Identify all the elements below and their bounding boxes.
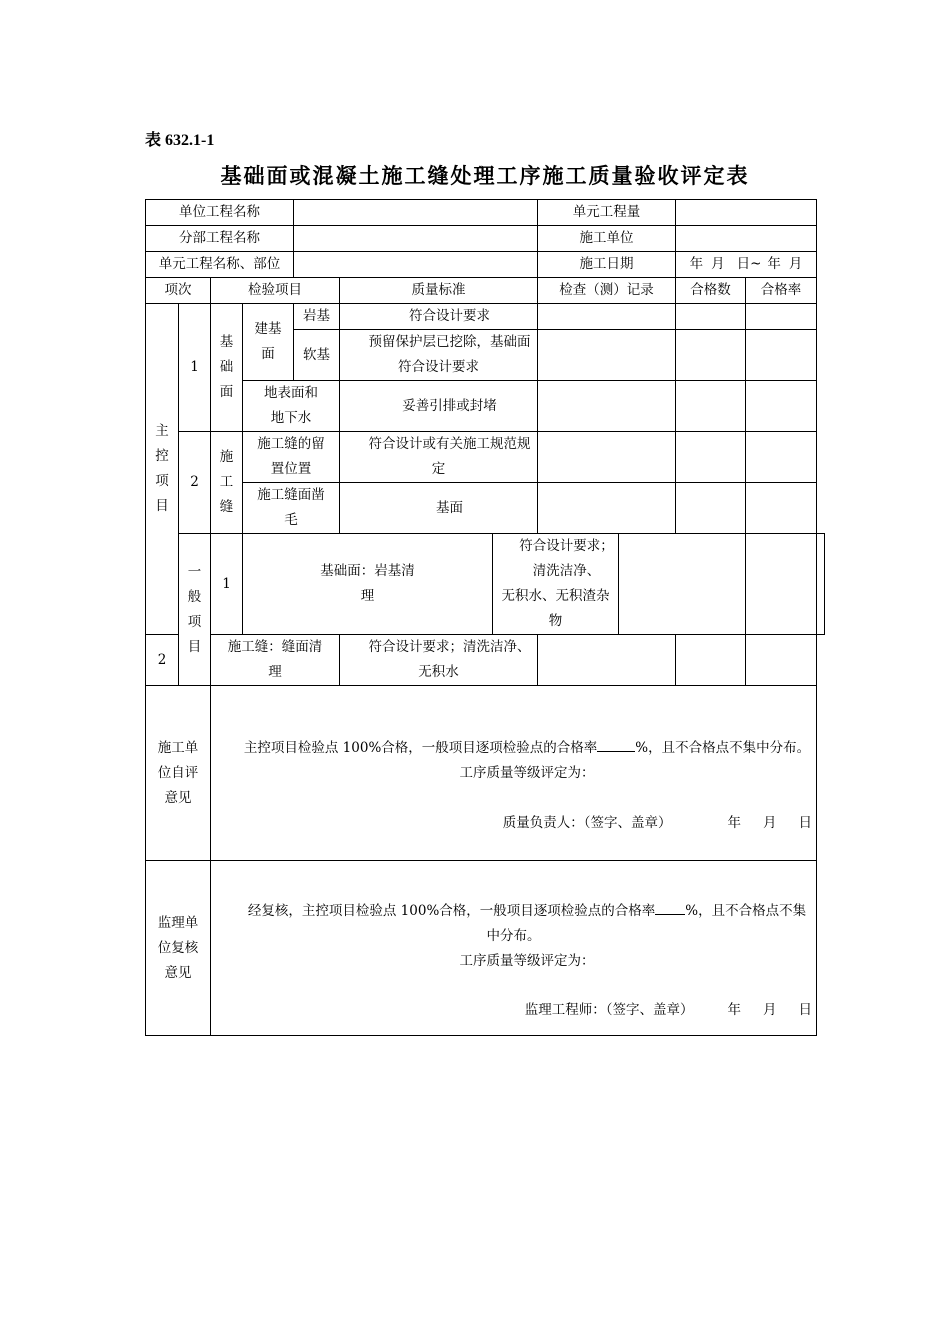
joint-roughen-standard: 基面 (340, 483, 538, 534)
acceptance-form-table (145, 199, 825, 1036)
rock-foundation-label: 岩基 (294, 304, 340, 330)
col-pass-rate: 合格率 (746, 278, 817, 304)
table-row (146, 483, 825, 534)
supervisor-opinion-text: 经复核，主控项目检验点 100%合格，一般项目逐项检验点的合格率 %，且不合格点不集中分布。 (247, 902, 807, 944)
general-items-label: 一 般 项 目 (179, 534, 211, 686)
main-row2-no: 2 (179, 432, 211, 534)
pass-count-cell[interactable] (676, 381, 746, 432)
construction-joint-group: 施 工 缝 (211, 432, 243, 534)
record-cell[interactable] (538, 432, 676, 483)
rock-foundation-standard: 符合设计要求 (340, 304, 538, 330)
header-row-3 (146, 252, 825, 278)
col-quality-standard: 质量标准 (340, 278, 538, 304)
pass-rate-cell[interactable] (746, 483, 817, 534)
table-row (146, 534, 825, 635)
col-inspection-item: 检验项目 (211, 278, 340, 304)
pass-count-cell[interactable] (676, 432, 746, 483)
table-row (146, 304, 825, 330)
unit-work-name-label: 单元工程名称、部位 (146, 252, 294, 278)
general-row1-item: 基础面：岩基清 理 (243, 534, 493, 635)
contractor-opinion-label: 施工单 位自评 意见 (146, 686, 211, 861)
pass-rate-cell[interactable] (817, 534, 825, 635)
contractor-opinion-text: 主控项目检验点 100%合格，一般项目逐项检验点的合格率 %，且不合格点不集中分布。 (243, 739, 811, 756)
surface-groundwater-standard: 妥善引排或封堵 (340, 381, 538, 432)
record-cell[interactable] (538, 483, 676, 534)
foundation-surface-group: 基 础 面 (211, 304, 243, 432)
table-row (146, 432, 825, 483)
contractor-signature-line: 质量负责人：（签字、盖章） 年 月 日 (502, 814, 812, 831)
pass-rate-cell[interactable] (746, 432, 817, 483)
general-row2-standard: 符合设计要求；清洗洁净、 无积水 (340, 635, 538, 686)
construction-date-value[interactable]: 年 月 日~ 年 月 (676, 252, 817, 278)
joint-position-label: 施工缝的留 置位置 (243, 432, 340, 483)
unit-work-quantity-value[interactable] (676, 200, 817, 226)
sub-project-name-label: 分部工程名称 (146, 226, 294, 252)
record-cell[interactable] (538, 381, 676, 432)
unit-work-name-value[interactable] (294, 252, 538, 278)
supervisor-opinion-content[interactable] (211, 861, 817, 1036)
record-cell[interactable] (538, 635, 676, 686)
sub-project-name-value[interactable] (294, 226, 538, 252)
col-pass-count: 合格数 (676, 278, 746, 304)
pass-count-cell[interactable] (746, 534, 817, 635)
soft-foundation-label: 软基 (294, 330, 340, 381)
record-cell[interactable] (538, 304, 676, 330)
contractor-opinion-row (146, 686, 825, 861)
building-foundation-group: 建基 面 (243, 304, 294, 381)
pass-rate-blank[interactable] (655, 914, 685, 915)
supervisor-signature-line: 监理工程师：（签字、盖章） 年 月 日 (524, 1001, 812, 1018)
general-row2-item: 施工缝：缝面清 理 (211, 635, 340, 686)
general-row1-standard: 符合设计要求；清洗洁净、 无积水、无积渣杂物 (493, 534, 619, 635)
soft-foundation-standard: 预留保护层已挖除，基础面 符合设计要求 (340, 330, 538, 381)
construction-unit-value[interactable] (676, 226, 817, 252)
joint-position-standard: 符合设计或有关施工规范规 定 (340, 432, 538, 483)
construction-unit-label: 施工单位 (538, 226, 676, 252)
col-item-no: 项次 (146, 278, 211, 304)
unit-work-quantity-label: 单元工程量 (538, 200, 676, 226)
unit-project-name-value[interactable] (294, 200, 538, 226)
pass-rate-cell[interactable] (746, 330, 817, 381)
general-row2-no: 2 (146, 635, 179, 686)
column-header-row (146, 278, 825, 304)
table-row (146, 635, 825, 686)
header-row-1 (146, 200, 825, 226)
pass-count-cell[interactable] (676, 304, 746, 330)
table-number: 表 632.1-1 (145, 132, 215, 149)
col-record: 检查（测）记录 (538, 278, 676, 304)
supervisor-opinion-label: 监理单 位复核 意见 (146, 861, 211, 1036)
record-cell[interactable] (619, 534, 746, 635)
surface-groundwater-label: 地表面和 地下水 (243, 381, 340, 432)
joint-roughen-label: 施工缝面凿 毛 (243, 483, 340, 534)
main-row1-no: 1 (179, 304, 211, 432)
construction-date-label: 施工日期 (538, 252, 676, 278)
document-title: 基础面或混凝土施工缝处理工序施工质量验收评定表 (220, 163, 750, 188)
supervisor-grade-text: 工序质量等级评定为： (459, 952, 595, 969)
pass-count-cell[interactable] (676, 635, 746, 686)
contractor-opinion-content[interactable] (211, 686, 817, 861)
unit-project-name-label: 单位工程名称 (146, 200, 294, 226)
pass-rate-cell[interactable] (746, 381, 817, 432)
main-control-label: 主 控 项 目 (146, 304, 179, 635)
table-row (146, 381, 825, 432)
supervisor-opinion-row (146, 861, 825, 1036)
pass-count-cell[interactable] (676, 330, 746, 381)
header-row-2 (146, 226, 825, 252)
general-row1-no: 1 (211, 534, 243, 635)
record-cell[interactable] (538, 330, 676, 381)
pass-rate-blank[interactable] (597, 751, 635, 752)
pass-rate-cell[interactable] (746, 304, 817, 330)
pass-rate-cell[interactable] (746, 635, 817, 686)
contractor-grade-text: 工序质量等级评定为： (459, 764, 595, 781)
pass-count-cell[interactable] (676, 483, 746, 534)
